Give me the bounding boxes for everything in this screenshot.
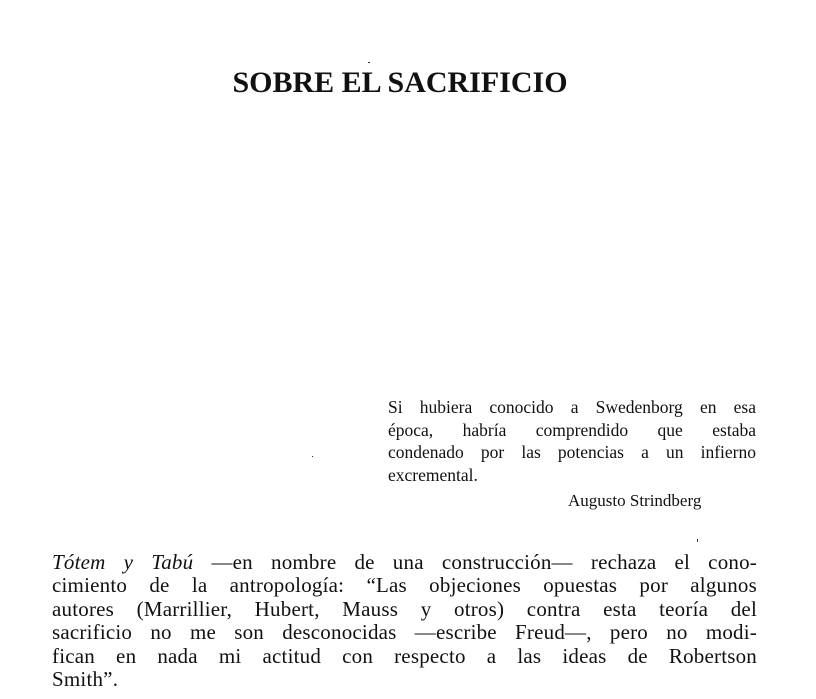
book-title: Tótem y Tabú	[52, 550, 194, 574]
scan-speck	[697, 539, 698, 542]
paragraph-line: fican en nada mi actitud con respecto a las ideas de Robertson	[52, 643, 757, 668]
chapter-title: SOBRE EL SACRIFICIO	[232, 66, 568, 99]
scan-speck	[312, 456, 313, 457]
epigraph-line: condenado por las potencias a un infierno	[388, 442, 756, 462]
body-paragraph	[52, 551, 757, 691]
paragraph-line-text: —en nombre de una construcción— rechaza el cono-	[193, 550, 757, 574]
paragraph-line	[52, 551, 757, 574]
paragraph-line: cimiento de la antropología: “Las objeciones opuestas por algunos	[52, 573, 757, 598]
epigraph-line: época, habría comprendido que estaba	[388, 419, 756, 440]
paragraph-line: sacrificio no me son desconocidas —escribe Freud—, pero no modi-	[52, 620, 757, 645]
paragraph-line: autores (Marrillier, Hubert, Mauss y otros) contra esta teoría del	[52, 596, 757, 621]
paragraph-line: Smith”.	[52, 667, 119, 692]
scan-speck	[368, 62, 370, 63]
epigraph-line: Si hubiera conocido a Swedenborg en esa	[388, 397, 756, 417]
epigraph-author: Augusto Strindberg	[568, 491, 702, 510]
epigraph-line: excremental.	[388, 464, 478, 485]
epigraph	[388, 396, 756, 486]
